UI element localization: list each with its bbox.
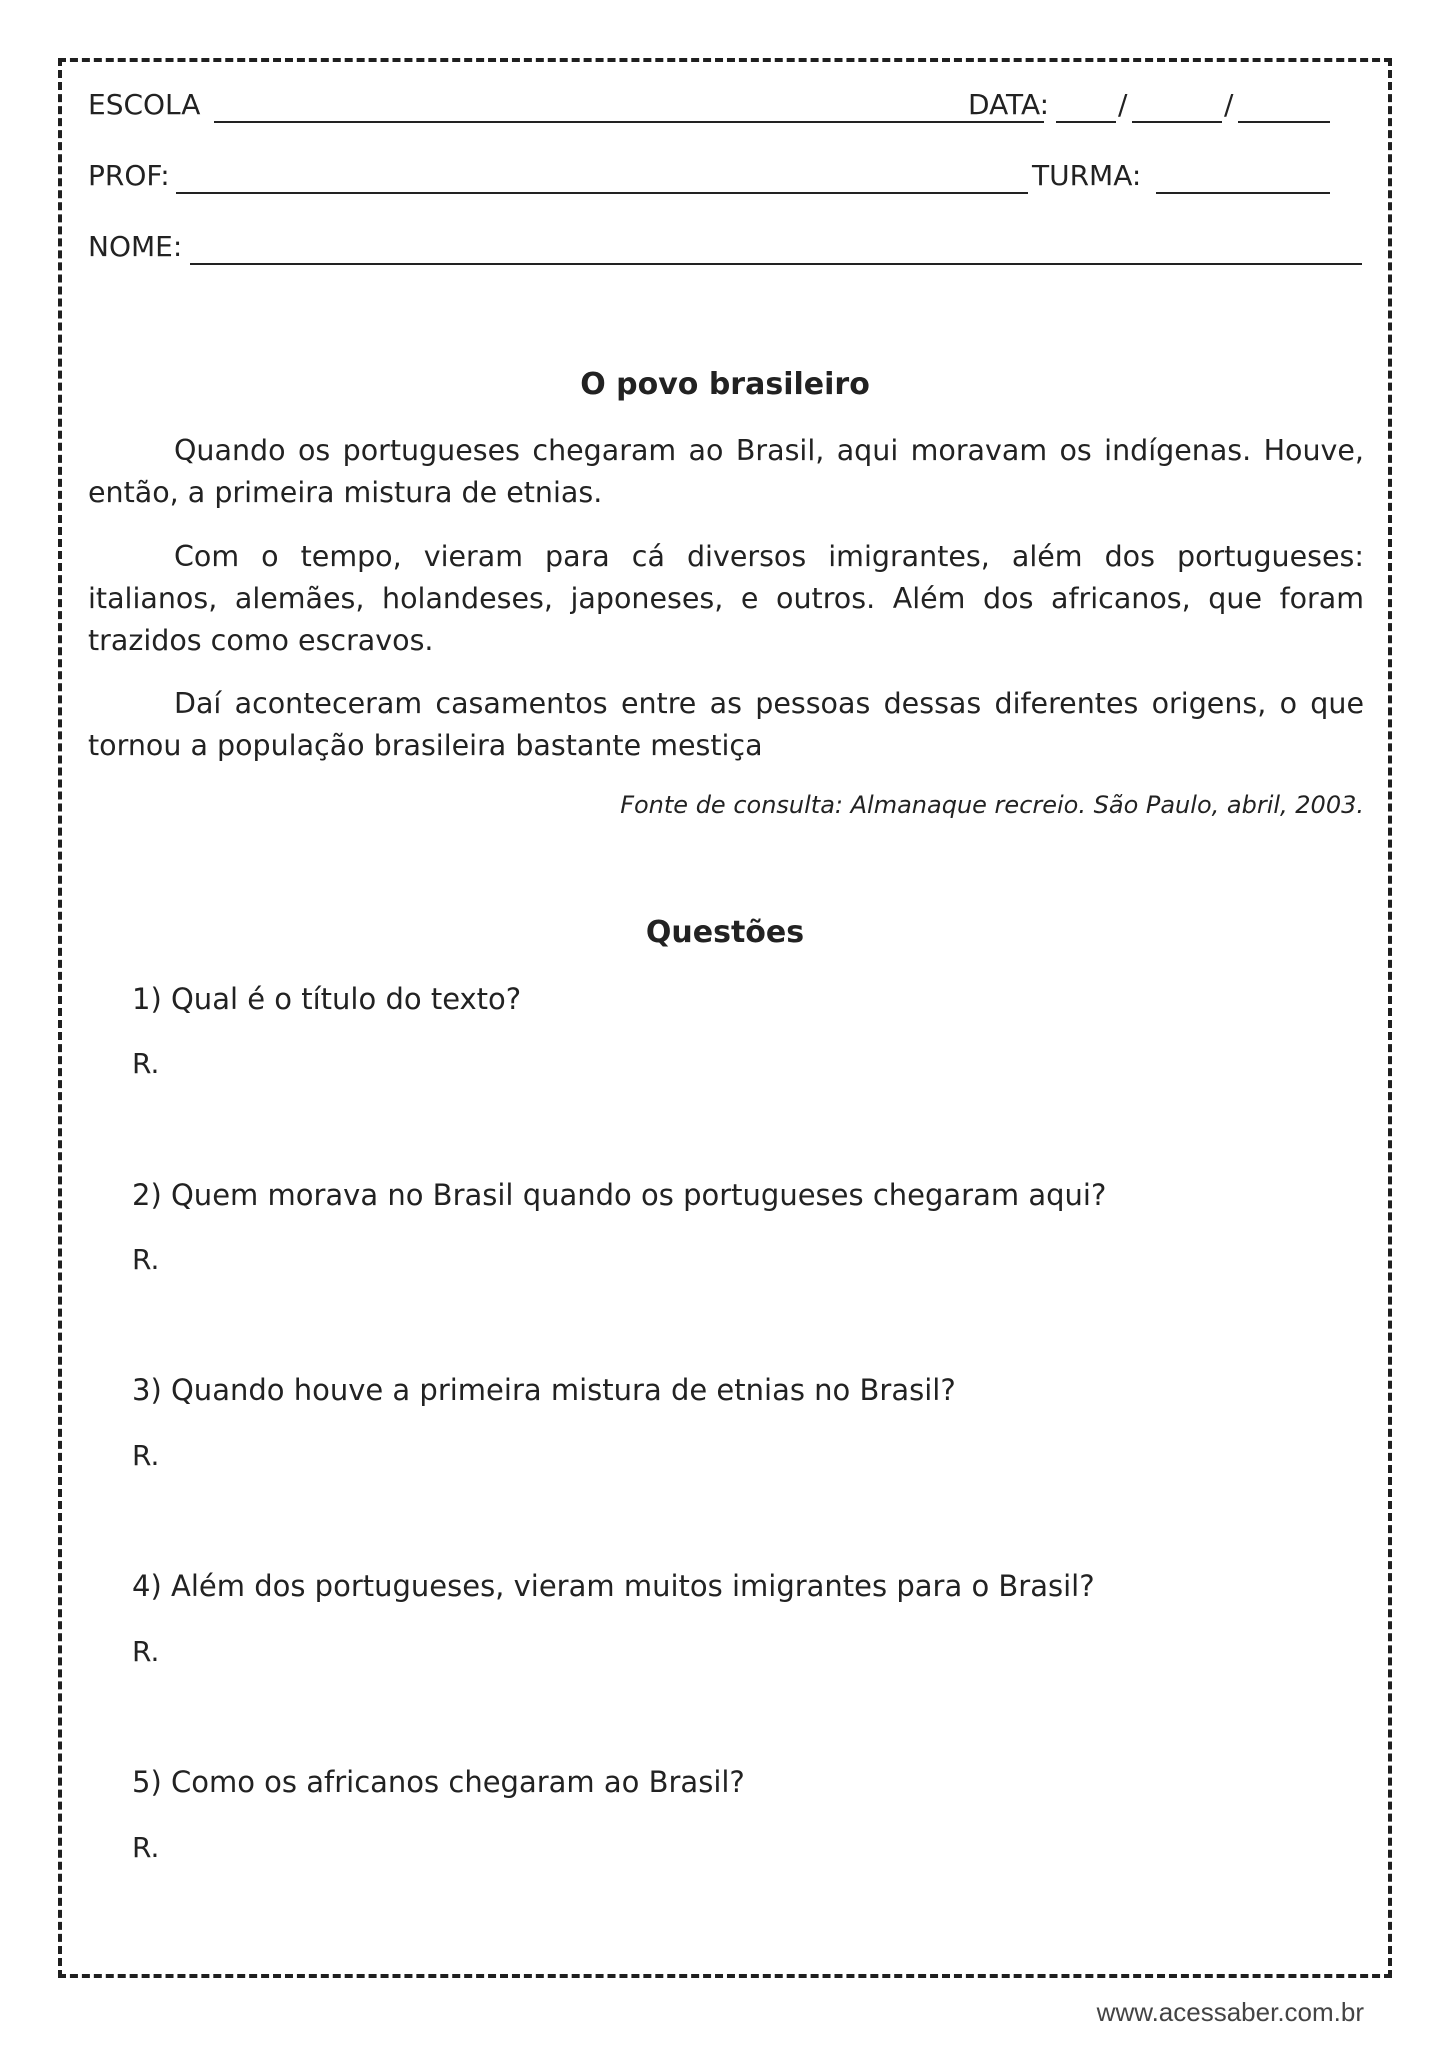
paragraph: Quando os portugueses chegaram ao Brasil, aqui moravam os indígenas. Houve, então, a primeira mistura de etnias. xyxy=(88,434,1364,509)
answer-3[interactable]: R. xyxy=(132,1439,160,1472)
question-2: 2) Quem morava no Brasil quando os portugueses chegaram aqui? xyxy=(132,1178,1107,1212)
date-separator: / xyxy=(1118,88,1128,121)
worksheet-border xyxy=(58,58,1392,1978)
nome-label: NOME: xyxy=(88,230,183,263)
date-separator: / xyxy=(1224,88,1234,121)
prof-field[interactable] xyxy=(176,192,1028,194)
footer-site-link[interactable]: www.acessaber.com.br xyxy=(1096,1997,1364,2027)
header-row-nome xyxy=(88,230,1364,270)
data-label: DATA: xyxy=(968,88,1050,121)
prof-label: PROF: xyxy=(88,159,170,192)
text-title: O povo brasileiro xyxy=(580,367,870,402)
date-day-field[interactable] xyxy=(1056,121,1116,123)
header-row-escola xyxy=(88,88,1364,128)
date-year-field[interactable] xyxy=(1238,121,1330,123)
question-3: 3) Quando houve a primeira mistura de etnias no Brasil? xyxy=(132,1373,956,1407)
nome-field[interactable] xyxy=(190,263,1362,265)
answer-2[interactable]: R. xyxy=(132,1243,160,1276)
question-5: 5) Como os africanos chegaram ao Brasil? xyxy=(132,1765,745,1799)
paragraph: Com o tempo, vieram para cá diversos imigrantes, além dos portugueses: italianos, alemães, holandeses, japoneses, e outros. Além dos africanos, que foram trazidos como escravos. xyxy=(88,540,1364,657)
question-4: 4) Além dos portugueses, vieram muitos imigrantes para o Brasil? xyxy=(132,1569,1095,1603)
questions-title: Questões xyxy=(645,915,805,950)
turma-field[interactable] xyxy=(1156,192,1330,194)
source-citation: Fonte de consulta: Almanaque recreio. São Paulo, abril, 2003. xyxy=(620,791,1364,819)
answer-5[interactable]: R. xyxy=(132,1831,160,1864)
answer-4[interactable]: R. xyxy=(132,1635,160,1668)
paragraph: Daí aconteceram casamentos entre as pessoas dessas diferentes origens, o que tornou a população brasileira bastante mestiça xyxy=(88,687,1364,762)
turma-label: TURMA: xyxy=(1032,159,1142,192)
question-1: 1) Qual é o título do texto? xyxy=(132,982,522,1016)
header-row-prof xyxy=(88,159,1364,199)
answer-1[interactable]: R. xyxy=(132,1047,160,1080)
escola-label: ESCOLA xyxy=(88,88,201,121)
escola-field[interactable] xyxy=(214,121,1044,123)
date-month-field[interactable] xyxy=(1132,121,1222,123)
